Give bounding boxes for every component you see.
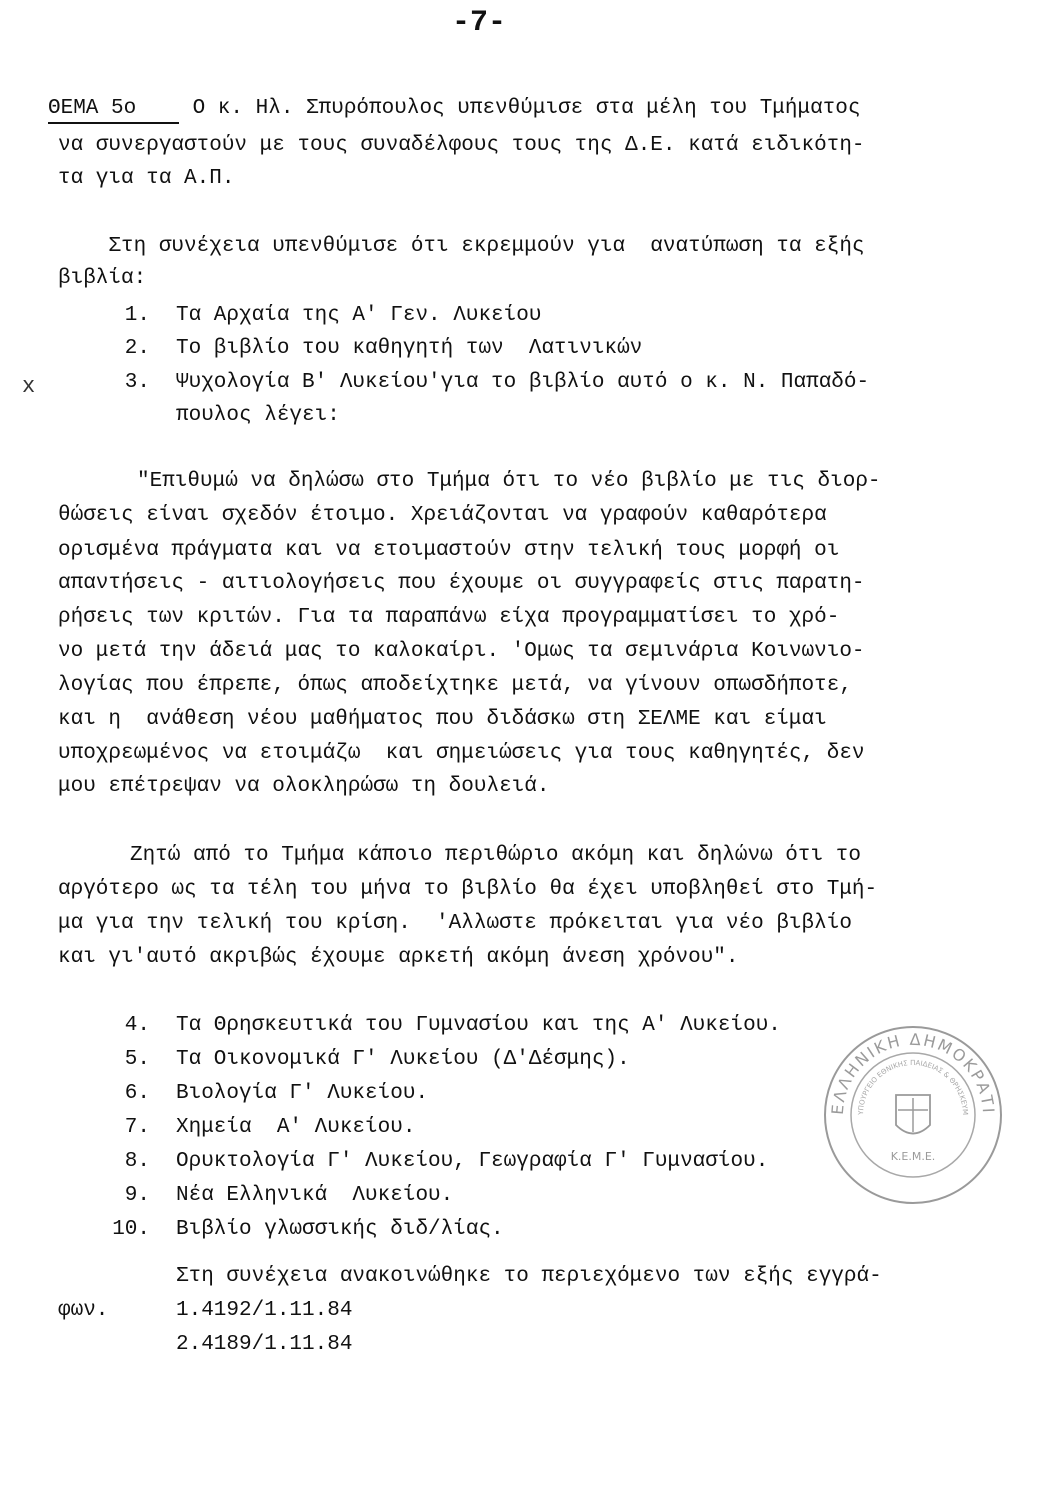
book-6-title: Βιολογία Γ' Λυκείου.	[176, 1082, 429, 1105]
quote-line-2: θώσεις είναι σχεδόν έτοιμο. Χρειάζονται να γραφούν καθαρότερα	[58, 504, 827, 527]
official-stamp	[818, 1020, 1008, 1210]
quote-line-7: λογίας που έπρεπε, όπως αποδείχτηκε μετά, να γίνουν οπωσδήποτε,	[58, 674, 852, 697]
book-5-number: 5.	[124, 1048, 150, 1071]
intro-line-1: Στη συνέχεια υπενθύμισε ότι εκρεμμούν για ανατύπωση τα εξής	[58, 235, 865, 258]
book-1-number: 1.	[124, 304, 150, 327]
book-10-title: Βιβλίο γλωσσικής διδ/λίας.	[176, 1218, 504, 1241]
topic-label: ΘΕΜΑ 5ο	[48, 97, 137, 120]
documents-line-1: Στη συνέχεια ανακοινώθηκε το περιεχόμενο των εξής εγγρά-	[176, 1265, 882, 1288]
request-line-3: μα για την τελική του κρίση. 'Αλλωστε πρόκειται για νέο βιβλίο	[58, 912, 852, 935]
quote-line-9: υποχρεωμένος να ετοιμάζω και σημειώσεις για τους καθηγητές, δεν	[58, 742, 865, 765]
quote-line-3: ορισμένα πράγματα και να ετοιμαστούν στην τελική τους μορφή οι	[58, 539, 840, 562]
stamp-outer-text: ΕΛΛΗΝΙΚΗ ΔΗΜΟΚΡΑΤΙ	[827, 1029, 999, 1116]
svg-text:ΕΛΛΗΝΙΚΗ ΔΗΜΟΚΡΑΤΙΑ	[818, 1020, 998, 1115]
document-1: 1.4192/1.11.84	[176, 1299, 353, 1322]
book-4-title: Τα Θρησκευτικά του Γυμνασίου και της Α' Λυκείου.	[176, 1014, 781, 1037]
book-7-number: 7.	[124, 1116, 150, 1139]
book-3-title: Ψυχολογία Β' Λυκείου'για το βιβλίο αυτό ο κ. Ν. Παπαδό-	[176, 371, 870, 394]
topic-line-1: Ο κ. Ηλ. Σπυρόπουλος υπενθύμισε στα μέλη του Τμήματος	[180, 97, 861, 120]
book-9-number: 9.	[124, 1184, 150, 1207]
stamp-bottom-text: Κ.Ε.Μ.Ε.	[890, 1150, 936, 1163]
topic-underline	[48, 122, 179, 124]
quote-line-5: ρήσεις των κριτών. Για τα παραπάνω είχα προγραμματίσει το χρό-	[58, 606, 840, 629]
book-3-number: 3.	[124, 371, 150, 394]
book-8-title: Ορυκτολογία Γ' Λυκείου, Γεωγραφία Γ' Γυμνασίου.	[176, 1150, 769, 1173]
book-9-title: Νέα Ελληνικά Λυκείου.	[176, 1184, 454, 1207]
request-line-1: Ζητώ από το Τμήμα κάποιο περιθώριο ακόμη και δηλώνω ότι το	[130, 844, 861, 867]
stamp-seal-icon	[818, 1020, 1008, 1210]
book-2-number: 2.	[124, 337, 150, 360]
book-2-title: Το βιβλίο του καθηγητή των Λατινικών	[176, 337, 643, 360]
topic-line-3: τα για τα Α.Π.	[58, 167, 235, 190]
quote-line-8: και η ανάθεση νέου μαθήματος που διδάσκω στη ΣΕΛΜΕ και είμαι	[58, 708, 827, 731]
book-6-number: 6.	[124, 1082, 150, 1105]
book-1-title: Τα Αρχαία της Α' Γεν. Λυκείου	[176, 304, 542, 327]
margin-mark: x	[22, 374, 36, 399]
quote-line-10: μου επέτρεψαν να ολοκληρώσω τη δουλειά.	[58, 775, 550, 798]
documents-prefix: φων.	[58, 1299, 109, 1322]
book-5-title: Τα Οικονομικά Γ' Λυκείου (Δ'Δέσμης).	[176, 1048, 630, 1071]
book-4-number: 4.	[124, 1014, 150, 1037]
request-line-2: αργότερο ως τα τέλη του μήνα το βιβλίο θα έχει υποβληθεί στο Τμή-	[58, 878, 878, 901]
book-8-number: 8.	[124, 1150, 150, 1173]
book-3-continuation: πουλος λέγει:	[176, 404, 340, 427]
book-10-number: 10.	[112, 1218, 150, 1241]
book-7-title: Χημεία Α' Λυκείου.	[176, 1116, 416, 1139]
intro-line-2: βιβλία:	[58, 267, 147, 290]
quote-line-6: νο μετά την άδειά μας το καλοκαίρι. 'Ομως τα σεμινάρια Κοινωνιο-	[58, 640, 865, 663]
quote-line-1: "Επιθυμώ να δηλώσω στο Τμήμα ότι το νέο βιβλίο με τις διορ-	[137, 470, 881, 493]
quote-line-4: απαντήσεις - αιτιολογήσεις που έχουμε οι συγγραφείς στις παρατη-	[58, 572, 865, 595]
topic-line-2: να συνεργαστούν με τους συναδέλφους τους της Δ.Ε. κατά ειδικότη-	[58, 134, 865, 157]
stamp-inner-text: ΥΠΟΥΡΓΕΙΟ ΕΘΝΙΚΗΣ ΠΑΙΔΕΙΑΣ & ΘΡΗΣΚΕΥΜ	[856, 1058, 970, 1116]
request-line-4: και γι'αυτό ακριβώς έχουμε αρκετή ακόμη άνεση χρόνου".	[58, 946, 739, 969]
page-number: -7-	[452, 6, 507, 40]
document-2: 2.4189/1.11.84	[176, 1333, 353, 1356]
